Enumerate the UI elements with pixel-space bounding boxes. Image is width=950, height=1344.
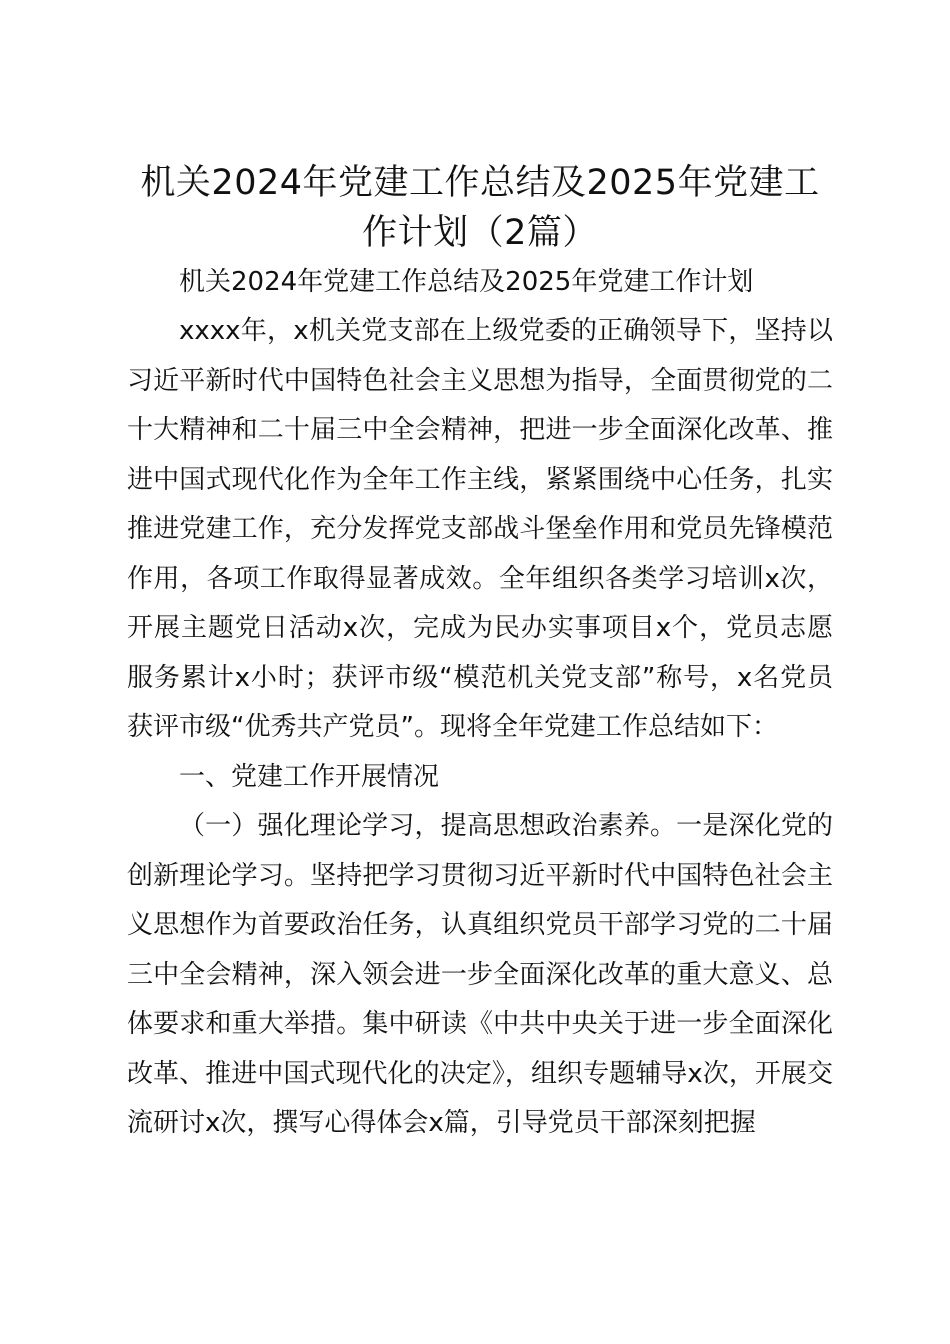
intro-paragraph: xxxx年，x机关党支部在上级党委的正确领导下，坚持以习近平新时代中国特色社会主义思想为指导，全面贯彻党的二十大精神和二十届三中全会精神，把进一步全面深化改革、推进中国式现代化作为全年工作主线，紧紧围绕中心任务，扎实推进党建工作，充分发挥党支部战斗堡垒作用和党员先锋模范作用，各项工作取得显著成效。全年组织各类学习培训x次，开展主题党日活动x次，完成为民办实事项目x个，党员志愿服务累计x小时；获评市级“模范机关党支部”称号，x名党员获评市级“优秀共产党员”。现将全年党建工作总结如下： [127,316,833,742]
document-title: 机关2024年党建工作总结及2025年党建工作计划（2篇） [140,163,820,253]
section-heading: 一、党建工作开展情况 [179,761,440,792]
document-subtitle: 机关2024年党建工作总结及2025年党建工作计划 [179,267,754,297]
body-paragraph: （一）强化理论学习，提高思想政治素养。一是深化党的创新理论学习。坚持把学习贯彻习近平新时代中国特色社会主义思想作为首要政治任务，认真组织党员干部学习党的二十届三中全会精神，深入领会进一步全面深化改革的重大意义、总体要求和重大举措。集中研读《中共中央关于进一步全面深化改革、推进中国式现代化的决定》，组织专题辅导x次，开展交流研讨x次，撰写心得体会x篇，引导党员干部深刻把握 [127,811,833,1138]
document-page [127,158,833,1149]
